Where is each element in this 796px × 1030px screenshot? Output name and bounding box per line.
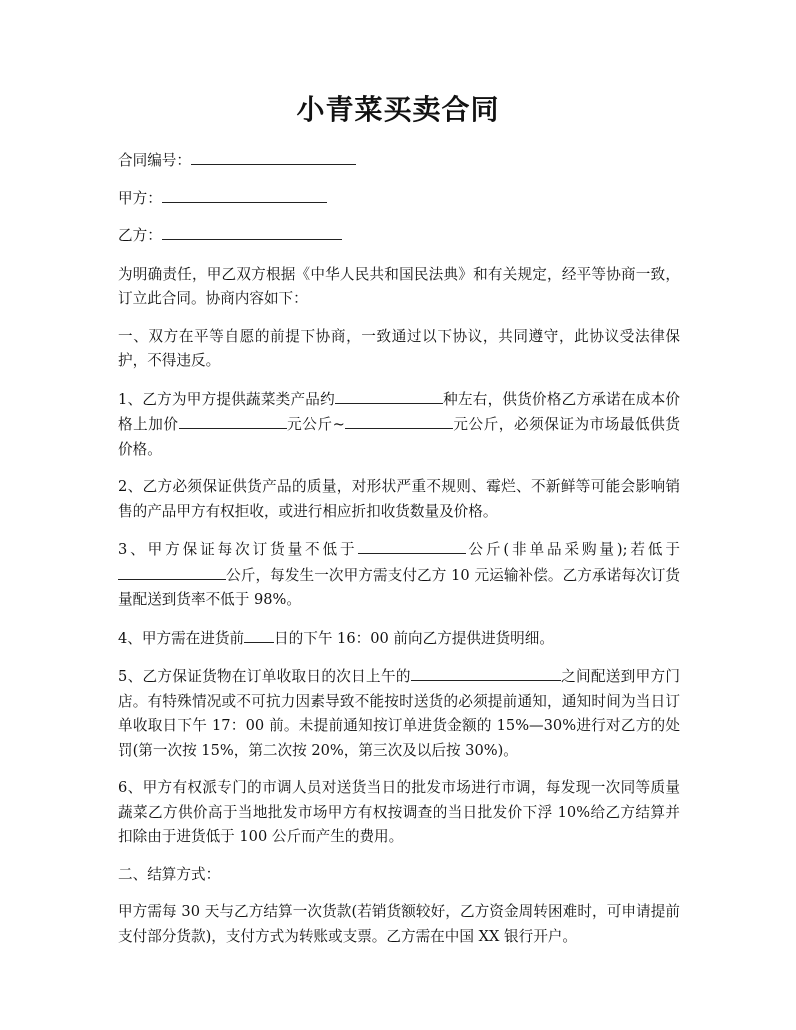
clause-3-text-b: 公斤(非单品采购量);若低于 xyxy=(465,541,680,558)
document-body xyxy=(118,148,680,962)
clause-1-text-d: 元公斤，必须保证为市场最低供货价格。 xyxy=(118,416,680,458)
contract-number-label: 合同编号： xyxy=(118,152,191,169)
clause-4-blank-days xyxy=(244,626,274,643)
clause-5-text-b: 之间配送到甲方门店。有特殊情况或不可抗力因素导致不能按时送货的必须提前通知，通知时间为当日订单收取日下午 17：00 前。未提前通知按订单进货金额的 15%—30%进行对乙方的处罚(第一次按 15%，第二次按 20%，第三次及以后按 30%)。 xyxy=(118,668,680,759)
party-b-blank xyxy=(162,223,342,240)
clause-5-blank-time-window xyxy=(411,664,561,681)
settlement-paragraph: 甲方需每 30 天与乙方结算一次货款(若销货额较好，乙方资金周转困难时，可申请提前支付部分货款)，支付方式为转账或支票。乙方需在中国 XX 银行开户。 xyxy=(118,903,680,945)
clause-1-blank-varieties xyxy=(335,387,443,404)
clause-4-text-a: 4、甲方需在进货前 xyxy=(118,629,245,647)
clause-3 xyxy=(118,537,680,613)
clause-3-text-a: 3、甲方保证每次订货量不低于 xyxy=(118,541,358,558)
contract-number-field xyxy=(118,148,680,174)
section-2-heading: 二、结算方式： xyxy=(118,865,221,883)
clause-1-blank-min-markup xyxy=(179,412,287,429)
party-a-field xyxy=(118,186,680,212)
clause-5-text-a: 5、乙方保证货物在订单收取日的次日上午的 xyxy=(118,668,411,685)
document-title: 小青菜买卖合同 xyxy=(296,93,500,126)
party-a-label: 甲方： xyxy=(118,189,162,207)
clause-3-text-c: 公斤，每发生一次甲方需支付乙方 10 元运输补偿。乙方承诺每次订货量配送到货率不低于 98%。 xyxy=(118,566,680,608)
clause-3-blank-min-order xyxy=(358,537,466,554)
clause-1-text-a: 1、乙方为甲方提供蔬菜类产品约 xyxy=(118,390,335,408)
clause-1-text-c: 元公斤~ xyxy=(286,416,345,433)
contract-number-blank xyxy=(191,148,356,165)
party-a-blank xyxy=(162,186,327,203)
clause-1-text-b: 种左右，供货价格乙方承诺在成本价格上加价 xyxy=(118,390,680,433)
clause-4-text-b: 日的下午 16：00 前向乙方提供进货明细。 xyxy=(274,629,554,647)
clause-6: 6、甲方有权派专门的市调人员对送货当日的批发市场进行市调，每发现一次同等质量蔬菜乙方供价高于当地批发市场甲方有权按调查的当日批发价下浮 10%给乙方结算并扣除由于进货低于 100 公斤而产生的费用。 xyxy=(118,779,680,845)
section-1-heading: 一、双方在平等自愿的前提下协商，一致通过以下协议，共同遵守，此协议受法律保护，不得违反。 xyxy=(118,327,680,369)
party-b-field xyxy=(118,223,680,249)
clause-5 xyxy=(118,664,680,763)
party-b-label: 乙方： xyxy=(118,227,162,244)
intro-paragraph: 为明确责任，甲乙双方根据《中华人民共和国民法典》和有关规定，经平等协商一致，订立此合同。协商内容如下： xyxy=(118,265,680,307)
clause-2: 2、乙方必须保证供货产品的质量，对形状严重不规则、霉烂、不新鲜等可能会影响销售的产品甲方有权拒收，或进行相应折扣收货数量及价格。 xyxy=(118,478,680,520)
clause-1-blank-max-markup xyxy=(345,412,453,429)
clause-3-blank-threshold xyxy=(118,563,226,580)
clause-4 xyxy=(118,626,680,652)
clause-1 xyxy=(118,387,680,463)
